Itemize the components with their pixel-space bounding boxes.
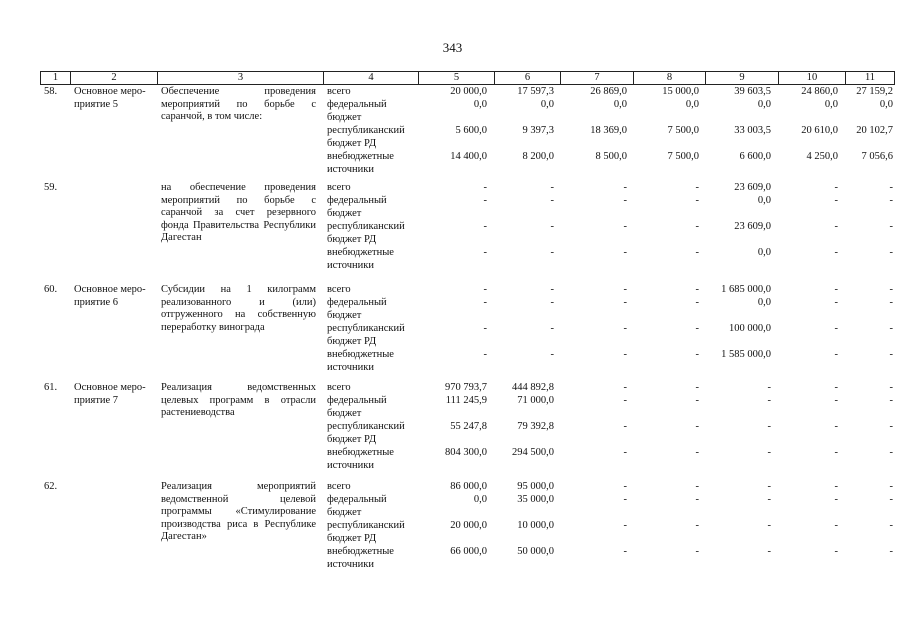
amount-cell: - xyxy=(483,195,487,206)
amount-cell: - xyxy=(623,182,627,193)
amount-cell: 14 400,0 xyxy=(450,151,487,162)
amount-cell: - xyxy=(483,221,487,232)
row-index: 58. xyxy=(44,86,58,97)
amount-cell: - xyxy=(834,297,838,308)
amount-cell: - xyxy=(695,395,699,406)
amount-cell: - xyxy=(889,182,893,193)
row-index: 62. xyxy=(44,481,58,492)
amount-cell: - xyxy=(889,546,893,557)
amount-cell: - xyxy=(483,323,487,334)
activity-name: Основное меро-приятие 6 xyxy=(74,284,146,308)
amount-cell: 4 250,0 xyxy=(806,151,838,162)
amount-cell: 0,0 xyxy=(757,297,771,308)
amount-cell: - xyxy=(695,182,699,193)
amount-cell: 0,0 xyxy=(879,99,893,110)
amount-cell: 8 200,0 xyxy=(522,151,554,162)
amount-cell: - xyxy=(623,349,627,360)
funding-source: федеральный бюджет xyxy=(327,99,387,123)
activity-description: Субсидии на 1 килограмм реализованного и (или) отгруженного на собственную переработку винограда xyxy=(161,284,316,333)
amount-cell: - xyxy=(834,195,838,206)
amount-cell: - xyxy=(889,247,893,258)
amount-cell: - xyxy=(483,284,487,295)
amount-cell: 970 793,7 xyxy=(445,382,487,393)
amount-cell: 71 000,0 xyxy=(517,395,554,406)
amount-cell: - xyxy=(550,323,554,334)
amount-cell: - xyxy=(695,221,699,232)
table-header xyxy=(40,71,895,85)
amount-cell: - xyxy=(834,546,838,557)
funding-source: внебюджетные источники xyxy=(327,349,394,373)
amount-cell: - xyxy=(834,447,838,458)
funding-source: республиканский бюджет РД xyxy=(327,125,405,149)
amount-cell: - xyxy=(889,520,893,531)
amount-cell: 17 597,3 xyxy=(517,86,554,97)
header-cell: 11 xyxy=(845,72,895,84)
amount-cell: - xyxy=(834,221,838,232)
amount-cell: 0,0 xyxy=(824,99,838,110)
amount-cell: - xyxy=(889,382,893,393)
amount-cell: - xyxy=(483,182,487,193)
amount-cell: 1 585 000,0 xyxy=(721,349,771,360)
funding-source: республиканский бюджет РД xyxy=(327,421,405,445)
amount-cell: 7 500,0 xyxy=(667,151,699,162)
amount-cell: - xyxy=(834,494,838,505)
amount-cell: 24 860,0 xyxy=(801,86,838,97)
amount-cell: 79 392,8 xyxy=(517,421,554,432)
amount-cell: - xyxy=(889,284,893,295)
amount-cell: - xyxy=(623,481,627,492)
amount-cell: - xyxy=(889,195,893,206)
amount-cell: - xyxy=(834,247,838,258)
page-number: 343 xyxy=(442,40,463,55)
header-cell: 5 xyxy=(418,72,494,84)
amount-cell: - xyxy=(623,546,627,557)
amount-cell: - xyxy=(695,421,699,432)
row-index: 61. xyxy=(44,382,58,393)
funding-source: федеральный бюджет xyxy=(327,195,387,219)
amount-cell: 33 003,5 xyxy=(734,125,771,136)
amount-cell: 15 000,0 xyxy=(662,86,699,97)
amount-cell: 444 892,8 xyxy=(512,382,554,393)
amount-cell: - xyxy=(889,447,893,458)
amount-cell: - xyxy=(889,221,893,232)
amount-cell: - xyxy=(483,349,487,360)
funding-source: внебюджетные источники xyxy=(327,447,394,471)
amount-cell: - xyxy=(834,284,838,295)
amount-cell: 18 369,0 xyxy=(590,125,627,136)
amount-cell: 111 245,9 xyxy=(445,395,487,406)
amount-cell: 55 247,8 xyxy=(450,421,487,432)
header-cell: 10 xyxy=(778,72,845,84)
amount-cell: 1 685 000,0 xyxy=(721,284,771,295)
activity-description: Реализация ведомственных целевых программ в отрасли растениеводства xyxy=(161,382,316,418)
amount-cell: - xyxy=(623,221,627,232)
amount-cell: 10 000,0 xyxy=(517,520,554,531)
header-cell: 7 xyxy=(560,72,633,84)
amount-cell: - xyxy=(889,421,893,432)
amount-cell: - xyxy=(695,195,699,206)
funding-source: республиканский бюджет РД xyxy=(327,520,405,544)
amount-cell: 7 500,0 xyxy=(667,125,699,136)
funding-source: внебюджетные источники xyxy=(327,546,394,570)
amount-cell: 8 500,0 xyxy=(595,151,627,162)
amount-cell: 20 000,0 xyxy=(450,520,487,531)
amount-cell: 66 000,0 xyxy=(450,546,487,557)
amount-cell: - xyxy=(889,395,893,406)
amount-cell: - xyxy=(695,323,699,334)
funding-source: всего xyxy=(327,481,351,492)
amount-cell: - xyxy=(623,494,627,505)
header-cell: 2 xyxy=(70,72,157,84)
funding-source: федеральный бюджет xyxy=(327,395,387,419)
row-index: 59. xyxy=(44,182,58,193)
funding-source: федеральный бюджет xyxy=(327,297,387,321)
funding-source: федеральный бюджет xyxy=(327,494,387,518)
header-cell: 3 xyxy=(157,72,323,84)
funding-source: внебюджетные источники xyxy=(327,247,394,271)
amount-cell: - xyxy=(623,395,627,406)
amount-cell: 50 000,0 xyxy=(517,546,554,557)
amount-cell: - xyxy=(889,349,893,360)
amount-cell: 39 603,5 xyxy=(734,86,771,97)
activity-description: Обеспечение проведения мероприятий по борьбе с саранчой, в том числе: xyxy=(161,86,316,122)
amount-cell: - xyxy=(767,520,771,531)
amount-cell: 27 159,2 xyxy=(856,86,893,97)
amount-cell: 35 000,0 xyxy=(517,494,554,505)
amount-cell: - xyxy=(767,421,771,432)
activity-description: Реализация мероприятий ведомственной целевой программы «Стимулирование производства риса в Республике Дагестан» xyxy=(161,481,316,542)
amount-cell: - xyxy=(834,182,838,193)
amount-cell: - xyxy=(550,195,554,206)
funding-source: республиканский бюджет РД xyxy=(327,221,405,245)
amount-cell: - xyxy=(550,247,554,258)
header-cell: 9 xyxy=(705,72,778,84)
amount-cell: 0,0 xyxy=(757,99,771,110)
amount-cell: - xyxy=(623,382,627,393)
amount-cell: - xyxy=(623,247,627,258)
header-cell: 1 xyxy=(40,72,70,84)
amount-cell: 804 300,0 xyxy=(445,447,487,458)
funding-source: внебюджетные источники xyxy=(327,151,394,175)
amount-cell: - xyxy=(695,481,699,492)
row-index: 60. xyxy=(44,284,58,295)
amount-cell: - xyxy=(623,520,627,531)
amount-cell: - xyxy=(767,382,771,393)
amount-cell: - xyxy=(623,421,627,432)
amount-cell: - xyxy=(483,297,487,308)
amount-cell: 95 000,0 xyxy=(517,481,554,492)
funding-source: всего xyxy=(327,182,351,193)
amount-cell: - xyxy=(695,494,699,505)
amount-cell: - xyxy=(834,323,838,334)
amount-cell: 0,0 xyxy=(757,195,771,206)
amount-cell: 0,0 xyxy=(757,247,771,258)
amount-cell: 20 102,7 xyxy=(856,125,893,136)
amount-cell: - xyxy=(623,195,627,206)
funding-source: всего xyxy=(327,382,351,393)
amount-cell: - xyxy=(550,221,554,232)
activity-description: на обеспечение проведения мероприятий по борьбе с саранчой за счет резервного фонда Правительства Республики Дагестан xyxy=(161,182,316,243)
amount-cell: - xyxy=(483,247,487,258)
header-cell: 8 xyxy=(633,72,705,84)
amount-cell: - xyxy=(834,421,838,432)
amount-cell: 23 609,0 xyxy=(734,221,771,232)
amount-cell: - xyxy=(623,297,627,308)
amount-cell: - xyxy=(550,284,554,295)
amount-cell: - xyxy=(767,447,771,458)
amount-cell: 23 609,0 xyxy=(734,182,771,193)
amount-cell: 86 000,0 xyxy=(450,481,487,492)
amount-cell: - xyxy=(623,284,627,295)
amount-cell: - xyxy=(550,349,554,360)
amount-cell: 100 000,0 xyxy=(729,323,771,334)
amount-cell: 0,0 xyxy=(613,99,627,110)
amount-cell: 9 397,3 xyxy=(522,125,554,136)
amount-cell: - xyxy=(767,481,771,492)
amount-cell: - xyxy=(695,247,699,258)
amount-cell: 5 600,0 xyxy=(455,125,487,136)
amount-cell: - xyxy=(695,447,699,458)
amount-cell: - xyxy=(889,494,893,505)
amount-cell: - xyxy=(550,182,554,193)
amount-cell: - xyxy=(889,297,893,308)
amount-cell: - xyxy=(695,520,699,531)
amount-cell: - xyxy=(695,284,699,295)
amount-cell: 20 000,0 xyxy=(450,86,487,97)
amount-cell: 7 056,6 xyxy=(861,151,893,162)
amount-cell: - xyxy=(767,494,771,505)
activity-name: Основное меро-приятие 5 xyxy=(74,86,146,110)
amount-cell: - xyxy=(889,481,893,492)
amount-cell: 294 500,0 xyxy=(512,447,554,458)
header-cell: 4 xyxy=(323,72,418,84)
funding-source: всего xyxy=(327,86,351,97)
funding-source: республиканский бюджет РД xyxy=(327,323,405,347)
amount-cell: - xyxy=(834,395,838,406)
amount-cell: - xyxy=(623,447,627,458)
amount-cell: - xyxy=(767,395,771,406)
activity-name: Основное меро-приятие 7 xyxy=(74,382,146,406)
amount-cell: 0,0 xyxy=(473,494,487,505)
funding-source: всего xyxy=(327,284,351,295)
amount-cell: 20 610,0 xyxy=(801,125,838,136)
amount-cell: - xyxy=(695,349,699,360)
amount-cell: - xyxy=(695,297,699,308)
amount-cell: - xyxy=(889,323,893,334)
amount-cell: 0,0 xyxy=(540,99,554,110)
amount-cell: - xyxy=(695,546,699,557)
amount-cell: 0,0 xyxy=(685,99,699,110)
amount-cell: - xyxy=(834,481,838,492)
amount-cell: - xyxy=(550,297,554,308)
amount-cell: - xyxy=(834,349,838,360)
amount-cell: - xyxy=(623,323,627,334)
amount-cell: - xyxy=(695,382,699,393)
amount-cell: 0,0 xyxy=(473,99,487,110)
amount-cell: 6 600,0 xyxy=(739,151,771,162)
amount-cell: - xyxy=(767,546,771,557)
header-cell: 6 xyxy=(494,72,560,84)
amount-cell: - xyxy=(834,382,838,393)
amount-cell: - xyxy=(834,520,838,531)
amount-cell: 26 869,0 xyxy=(590,86,627,97)
